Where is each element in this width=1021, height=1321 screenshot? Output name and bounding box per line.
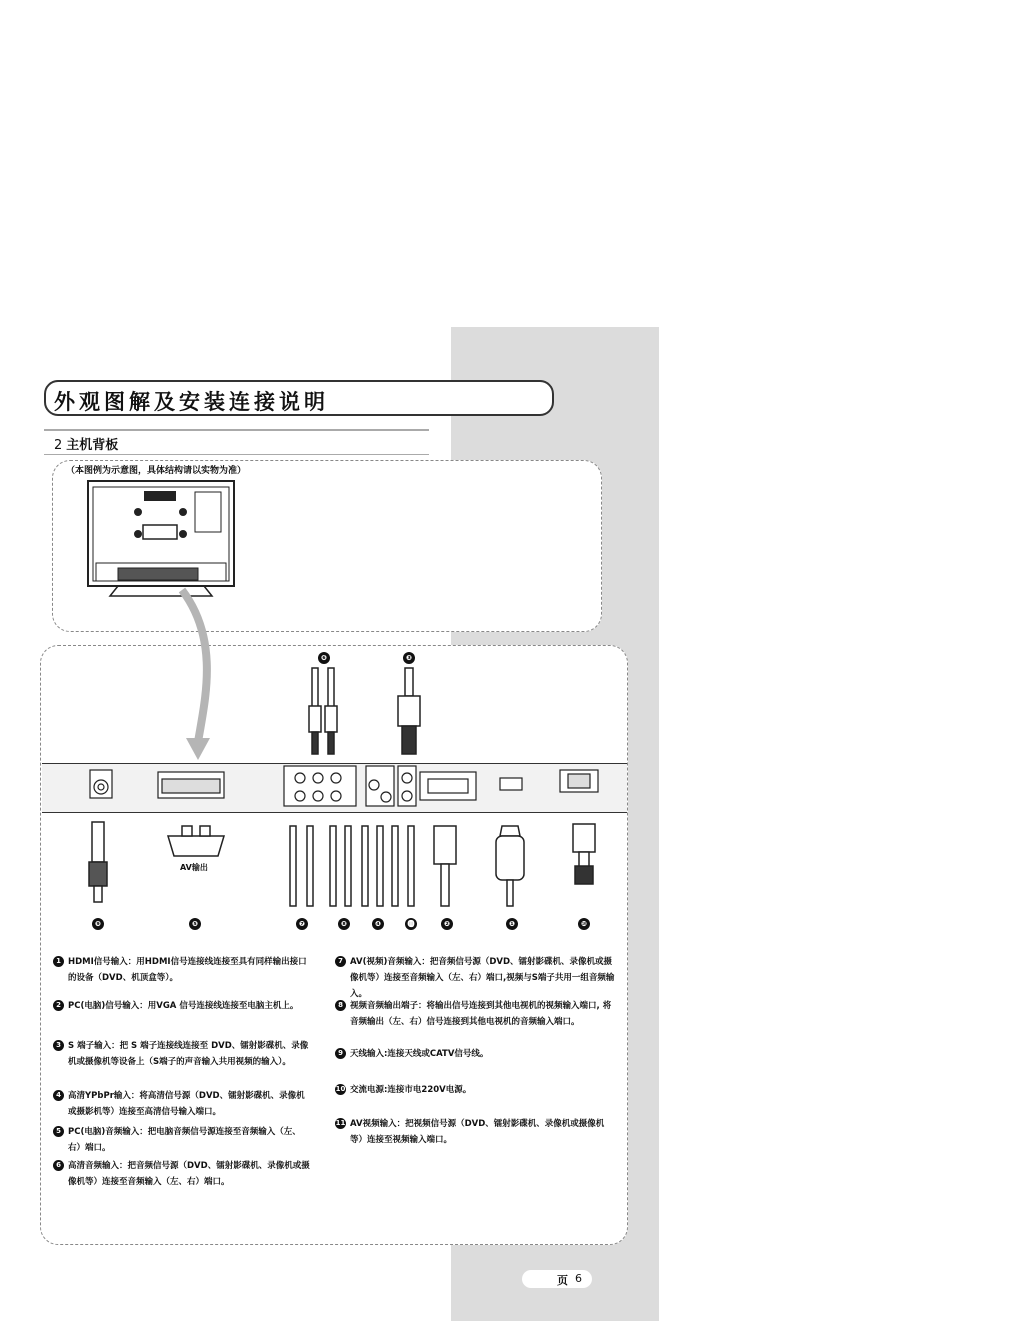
desc-badge: 6 xyxy=(53,1160,64,1171)
page-number: 6 xyxy=(575,1272,582,1285)
desc-text: S 端子输入：把 S 端子连接线连接至 DVD、镭射影碟机、录像机或摄像机等设备上（S端子的声音输入共用视频的输入）。 xyxy=(68,1041,309,1067)
callout-11: ⓫ xyxy=(405,918,417,930)
page-label: 页 xyxy=(557,1274,568,1287)
page-title: 外观图解及安装连接说明 xyxy=(54,389,329,414)
rca-pair-cable-top xyxy=(309,668,337,754)
desc-badge: 10 xyxy=(335,1085,346,1093)
desc-item-8 xyxy=(338,998,615,1030)
desc-text: 天线输入:连接天线或CATV信号线。 xyxy=(350,1049,489,1059)
section-number: 2 xyxy=(54,438,63,453)
callout-7: ❼ xyxy=(296,918,308,930)
callout-1: ❶ xyxy=(506,918,518,930)
desc-item-10 xyxy=(335,1082,615,1098)
desc-badge: 7 xyxy=(335,956,346,967)
callout-3-top: ❸ xyxy=(403,652,415,664)
callout-6-top: ❻ xyxy=(318,652,330,664)
desc-text: PC(电脑)音频输入：把电脑音频信号源连接至音频输入（左、右）端口。 xyxy=(68,1127,301,1153)
desc-badge: 2 xyxy=(53,1000,64,1011)
callout-8: ❽ xyxy=(338,918,350,930)
desc-text: AV(视频)音频输入：把音频信号源（DVD、镭射影碟机、录像机或摄像机等）连接至音频输入（左、右）端口,视频与S端子共用一组音频输入。 xyxy=(350,957,615,999)
callout-10: ❿ xyxy=(578,918,590,930)
desc-badge: 5 xyxy=(53,1126,64,1137)
bottom-cables xyxy=(89,822,595,906)
desc-text: PC(电脑)信号输入：用VGA 信号连接线连接至电脑主机上。 xyxy=(68,1001,299,1011)
desc-badge: 1 xyxy=(53,956,64,967)
desc-badge: 4 xyxy=(53,1090,64,1101)
desc-item-6 xyxy=(56,1158,313,1190)
desc-item-11 xyxy=(335,1116,615,1148)
desc-item-4 xyxy=(56,1088,313,1120)
rear-panel-ports xyxy=(90,766,598,806)
section-title: 主机背板 xyxy=(66,438,119,453)
desc-item-2 xyxy=(56,998,313,1014)
desc-item-7 xyxy=(338,954,615,1002)
callout-9: ❾ xyxy=(92,918,104,930)
desc-text: 高清YPbPr输入：将高清信号源（DVD、镭射影碟机、录像机或摄影机等）连接至高清信号输入端口。 xyxy=(68,1091,305,1117)
desc-item-1 xyxy=(56,954,313,986)
tv-back-illustration xyxy=(88,481,234,596)
desc-badge: 9 xyxy=(335,1048,346,1059)
desc-text: 视频音频输出端子：将输出信号连接到其他电视机的视频输入端口, 将音频输出（左、右）信号连接到其他电视机的音频输入端口。 xyxy=(350,1001,612,1027)
figure-note: （本图例为示意图，具体结构请以实物为准） xyxy=(66,466,247,476)
s-video-cable-top xyxy=(398,668,420,754)
zoom-arrow xyxy=(182,590,207,742)
av-out-label: AV输出 xyxy=(180,863,208,872)
desc-item-3 xyxy=(56,1038,313,1070)
desc-text: 交流电源:连接市电220V电源。 xyxy=(350,1085,472,1095)
callout-4: ❹ xyxy=(372,918,384,930)
desc-item-9 xyxy=(338,1046,615,1062)
desc-text: AV视频输入：把视频信号源（DVD、镭射影碟机、录像机或摄像机等）连接至视频输入端口。 xyxy=(350,1119,605,1145)
desc-text: 高清音频输入：把音频信号源（DVD、镭射影碟机、录像机或摄像机等）连接至音频输入（左、右）端口。 xyxy=(68,1161,310,1187)
desc-badge: 8 xyxy=(335,1000,346,1011)
desc-text: HDMI信号输入：用HDMI信号连接线连接至具有同样输出接口的设备（DVD、机顶盒等）。 xyxy=(68,957,307,983)
desc-item-5 xyxy=(56,1124,313,1156)
desc-badge: 3 xyxy=(53,1040,64,1051)
callout-5: ❺ xyxy=(189,918,201,930)
callout-2: ❷ xyxy=(441,918,453,930)
desc-badge: 11 xyxy=(335,1119,346,1127)
